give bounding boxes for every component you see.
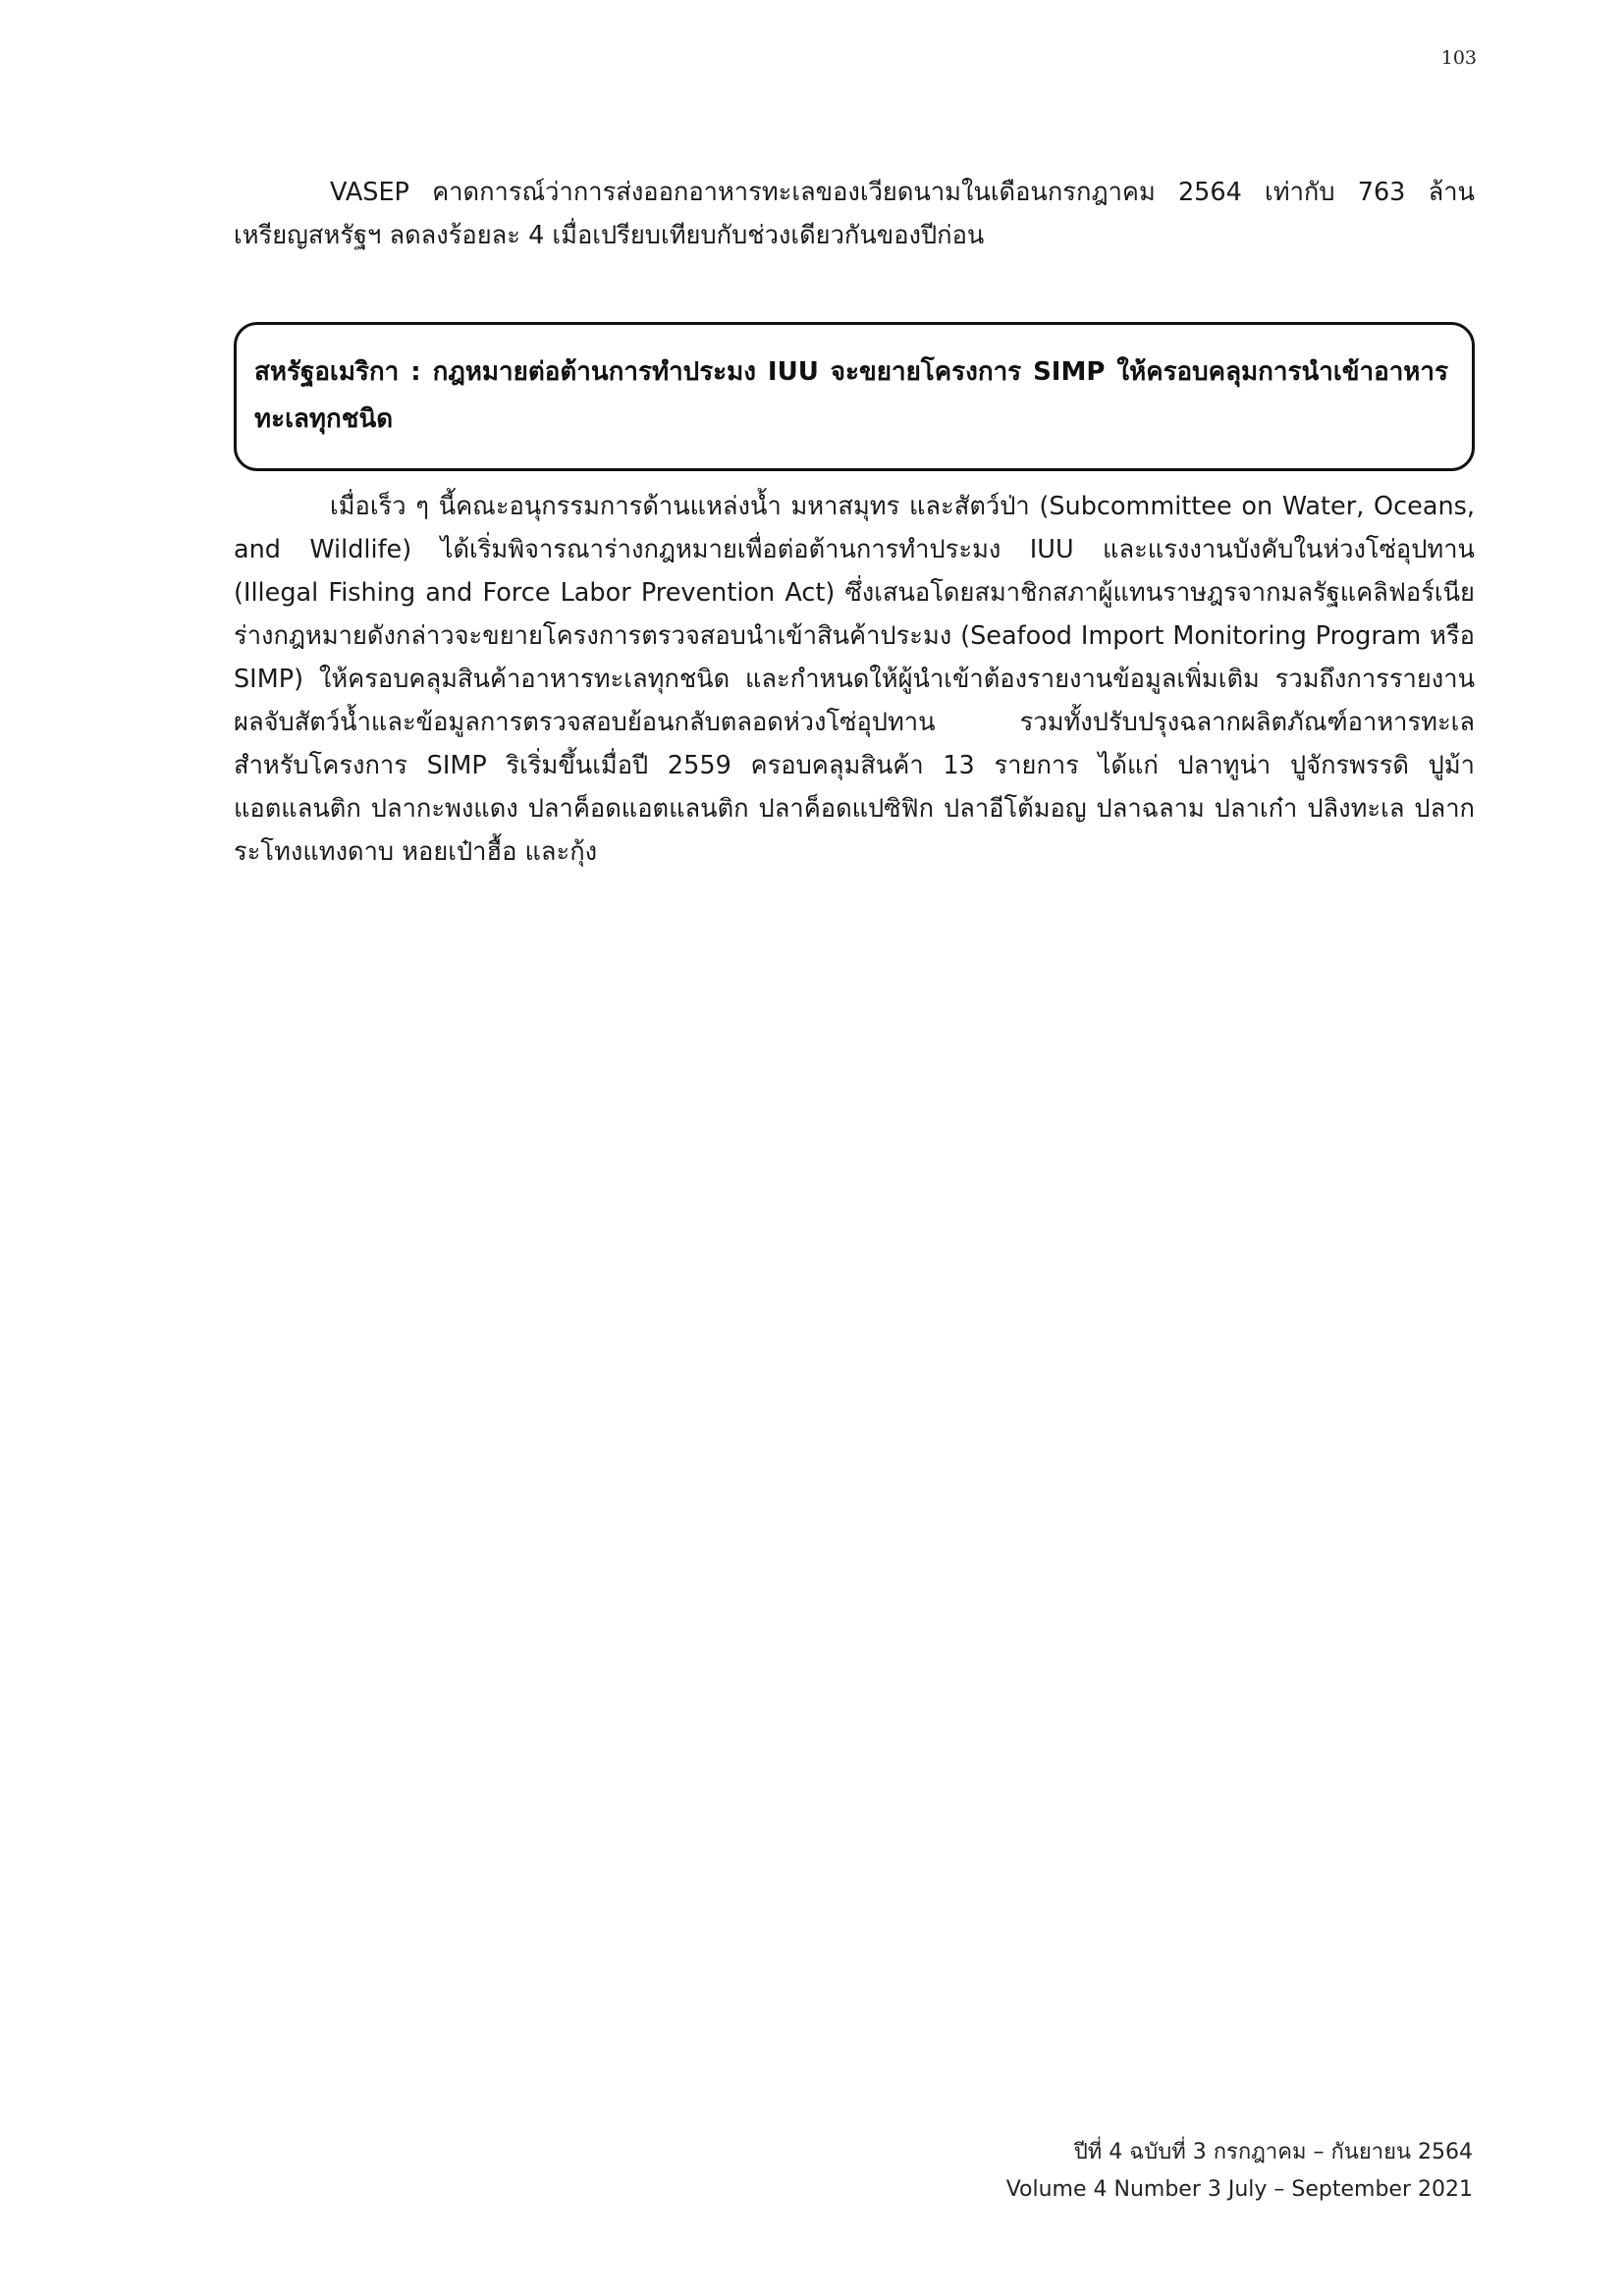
footer-issue-thai: ปีที่ 4 ฉบับที่ 3 กรกฎาคม – กันยายน 2564 <box>1073 2140 1473 2164</box>
footer-issue-english: Volume 4 Number 3 July – September 2021 <box>1005 2177 1473 2202</box>
page-footer <box>982 2134 1473 2209</box>
intro-paragraph-text: VASEP คาดการณ์ว่าการส่งออกอาหารทะเลของเวียดนามในเดือนกรกฎาคม 2564 เท่ากับ 763 ล้านเหรียญสหรัฐฯ ลดลงร้อยละ 4 เมื่อเปรียบเทียบกับช่วงเดียวกันของปีก่อน <box>234 178 1475 250</box>
body-paragraph-text: เมื่อเร็ว ๆ นี้คณะอนุกรรมการด้านแหล่งน้ำ มหาสมุทร และสัตว์ป่า (Subcommittee on Water, Oceans, and Wildlife) ได้เริ่มพิจารณาร่างกฎหมายเพื่อต่อต้านการทำประมง IUU และแรงงานบังคับในห่วงโซ่อุปทาน (Illegal Fishing and Force Labor Prevention Act) ซึ่งเสนอโดยสมาชิกสภาผู้แทนราษฎรจากมลรัฐแคลิฟอร์เนีย ร่างกฎหมายดังกล่าวจะขยายโครงการตรวจสอบนำเข้าสินค้าประมง (Seafood Import Monitoring Program หรือ SIMP) ให้ครอบคลุมสินค้าอาหารทะเลทุกชนิด และกำหนดให้ผู้นำเข้าต้องรายงานข้อมูลเพิ่มเติม รวมถึงการรายงานผลจับสัตว์น้ำและข้อมูลการตรวจสอบย้อนกลับตลอดห่วงโซ่อุปทาน รวมทั้งปรับปรุงฉลากผลิตภัณฑ์อาหารทะเล สำหรับโครงการ SIMP ริเริ่มขึ้นเมื่อปี 2559 ครอบคลุมสินค้า 13 รายการ ได้แก่ ปลาทูน่า ปูจักรพรรดิ ปูม้าแอตแลนติก ปลากะพงแดง ปลาค็อดแอตแลนติก ปลาค็อดแปซิฟิก ปลาอีโต้มอญ ปลาฉลาม ปลาเก๋า ปลิงทะเล ปลากระโทงแทงดาบ หอยเป๋าฮื้อ และกุ้ง <box>234 492 1475 867</box>
body-paragraph <box>234 485 1475 874</box>
section-headline: สหรัฐอเมริกา : กฎหมายต่อต้านการทำประมง IUU จะขยายโครงการ SIMP ให้ครอบคลุมการนำเข้าอาหารทะเลทุกชนิด <box>254 357 1448 434</box>
page-number: 103 <box>1440 47 1477 69</box>
intro-paragraph <box>234 171 1475 257</box>
headline-box <box>234 322 1475 471</box>
